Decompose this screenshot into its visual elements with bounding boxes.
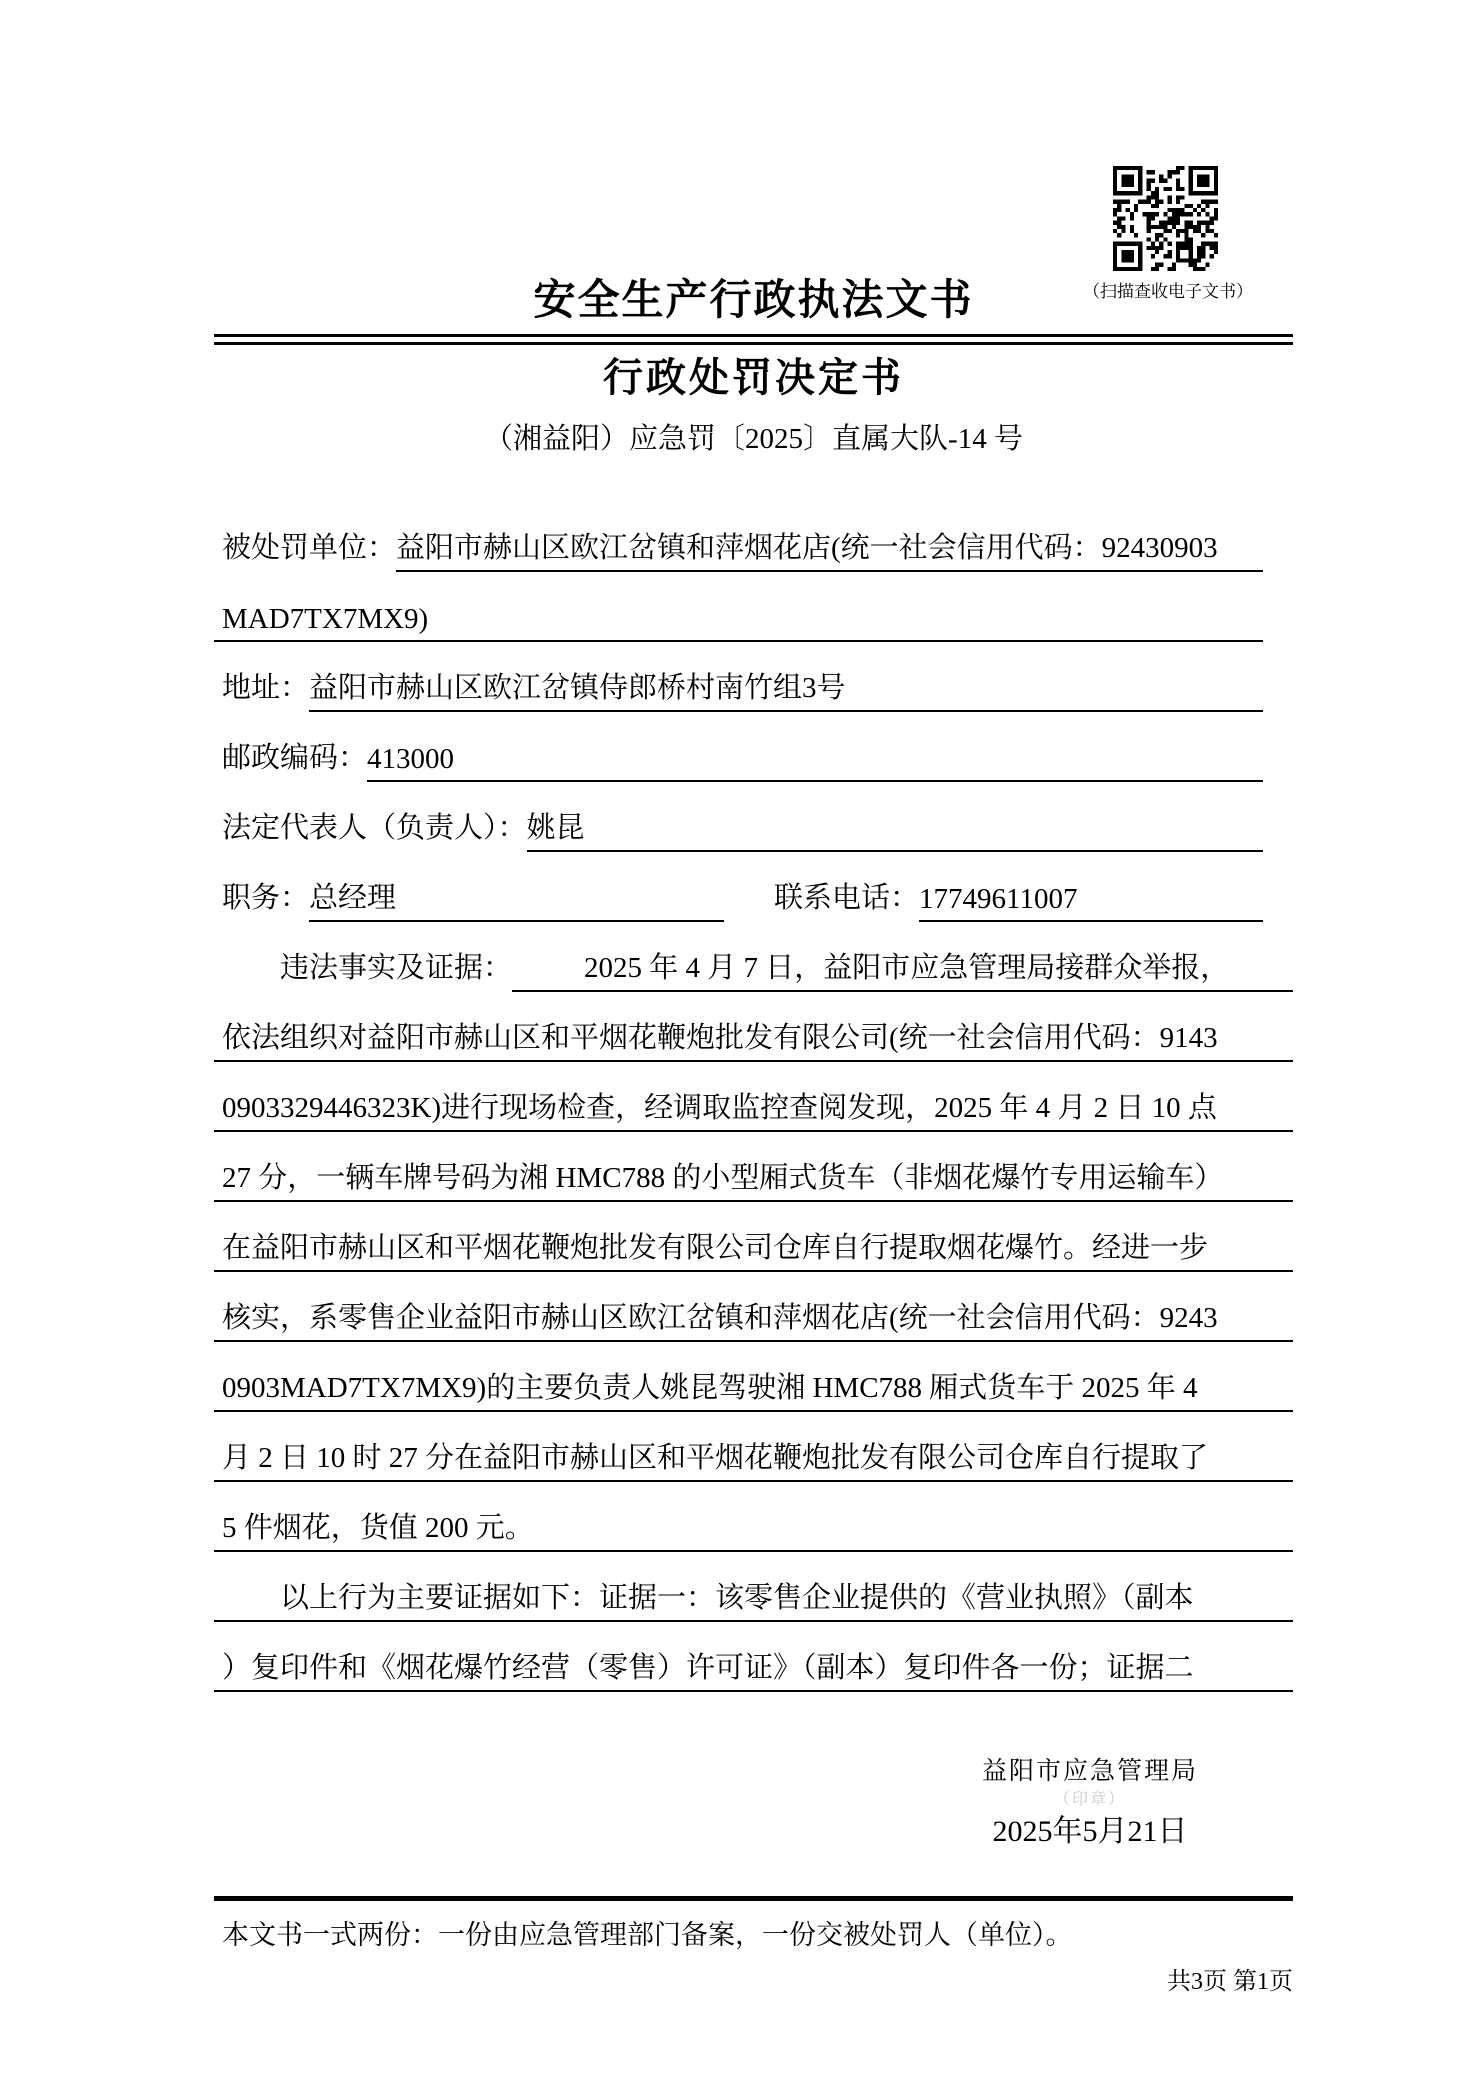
facts-row-8 xyxy=(214,1412,1293,1482)
evidence-row-1 xyxy=(214,1552,1293,1622)
address-value: 益阳市赫山区欧江岔镇侍郎桥村南竹组3号 xyxy=(309,665,1263,712)
document-header xyxy=(214,276,1293,456)
evidence-row-2 xyxy=(214,1622,1293,1692)
postcode-row xyxy=(214,712,1293,782)
facts-row-1 xyxy=(214,922,1293,992)
facts-row-9 xyxy=(214,1482,1293,1552)
facts-line-7: 0903MAD7TX7MX9)的主要负责人姚昆驾驶湘 HMC788 厢式货车于 2025 年 4 xyxy=(222,1372,1198,1404)
facts-line-2: 依法组织对益阳市赫山区和平烟花鞭炮批发有限公司(统一社会信用代码：9143 xyxy=(222,1022,1218,1054)
facts-row-4 xyxy=(214,1132,1293,1202)
postcode-label: 邮政编码： xyxy=(222,742,368,774)
qr-caption: （扫描查收电子文书） xyxy=(1083,282,1253,301)
document-body xyxy=(214,502,1293,1692)
facts-row-3 xyxy=(214,1062,1293,1132)
legal-rep-label: 法定代表人（负责人）： xyxy=(222,812,527,844)
stamp-note: （印章） xyxy=(1053,1791,1126,1808)
page-indicator: 共3页 第1页 xyxy=(1167,1969,1293,1995)
address-label: 地址： xyxy=(222,672,310,704)
evidence-line-1: 以上行为主要证据如下：证据一：该零售企业提供的《营业执照》（副本 xyxy=(280,1582,1194,1614)
evidence-line-2: ）复印件和《烟花爆竹经营（零售）许可证》（副本）复印件各一份；证据二 xyxy=(222,1652,1194,1684)
phone-value: 17749611007 xyxy=(919,883,1263,922)
facts-row-6 xyxy=(214,1272,1293,1342)
facts-line-9: 5 件烟花，货值 200 元。 xyxy=(222,1512,534,1544)
issuing-agency: 益阳市应急管理局 xyxy=(981,1758,1198,1785)
facts-line-6: 核实，系零售企业益阳市赫山区欧江岔镇和萍烟花店(统一社会信用代码：9243 xyxy=(222,1302,1218,1334)
address-row xyxy=(214,642,1293,712)
position-label: 职务： xyxy=(222,882,310,914)
document-footer xyxy=(214,1896,1293,1996)
qr-code xyxy=(1113,166,1218,271)
footer-divider xyxy=(214,1896,1293,1901)
doc-number: （湘益阳）应急罚〔2025〕直属大队-14 号 xyxy=(484,423,1023,455)
facts-line-5: 在益阳市赫山区和平烟花鞭炮批发有限公司仓库自行提取烟花爆竹。经进一步 xyxy=(222,1232,1209,1264)
punished-unit-row xyxy=(214,502,1293,572)
facts-row-7 xyxy=(214,1342,1293,1412)
punished-unit-value: 益阳市赫山区欧江岔镇和萍烟花店(统一社会信用代码：92430903 xyxy=(396,525,1263,572)
header-divider xyxy=(214,334,1293,345)
legal-rep-row xyxy=(214,782,1293,852)
facts-row-2 xyxy=(214,992,1293,1062)
punished-unit-row-continued xyxy=(214,572,1293,642)
phone-label: 联系电话： xyxy=(774,882,920,914)
position-value: 总经理 xyxy=(309,875,724,922)
facts-line-8: 月 2 日 10 时 27 分在益阳市赫山区和平烟花鞭炮批发有限公司仓库自行提取了 xyxy=(222,1442,1209,1474)
document-category-title: 安全生产行政执法文书 xyxy=(533,278,974,324)
page-title: 行政处罚决定书 xyxy=(603,355,904,400)
legal-rep-value: 姚昆 xyxy=(527,805,1263,852)
signature-block xyxy=(920,1756,1260,1850)
punished-unit-label: 被处罚单位： xyxy=(222,532,397,564)
facts-line-1: 2025 年 4 月 7 日，益阳市应急管理局接群众举报， xyxy=(512,945,1293,992)
facts-label: 违法事实及证据： xyxy=(280,952,513,984)
punished-unit-value-continued: MAD7TX7MX9) xyxy=(214,603,1263,642)
facts-line-3: 0903329446323K)进行现场检查，经调取监控查阅发现，2025 年 4 月 2 日 10 点 xyxy=(222,1092,1217,1124)
facts-row-5 xyxy=(214,1202,1293,1272)
facts-line-4: 27 分，一辆车牌号码为湘 HMC788 的小型厢式货车（非烟花爆竹专用运输车） xyxy=(222,1162,1224,1194)
position-phone-row xyxy=(214,852,1293,922)
issue-date: 2025年5月21日 xyxy=(992,1815,1188,1848)
postcode-value: 413000 xyxy=(367,743,1263,782)
footer-note: 本文书一式两份：一份由应急管理部门备案，一份交被处罚人（单位）。 xyxy=(222,1920,1073,1950)
